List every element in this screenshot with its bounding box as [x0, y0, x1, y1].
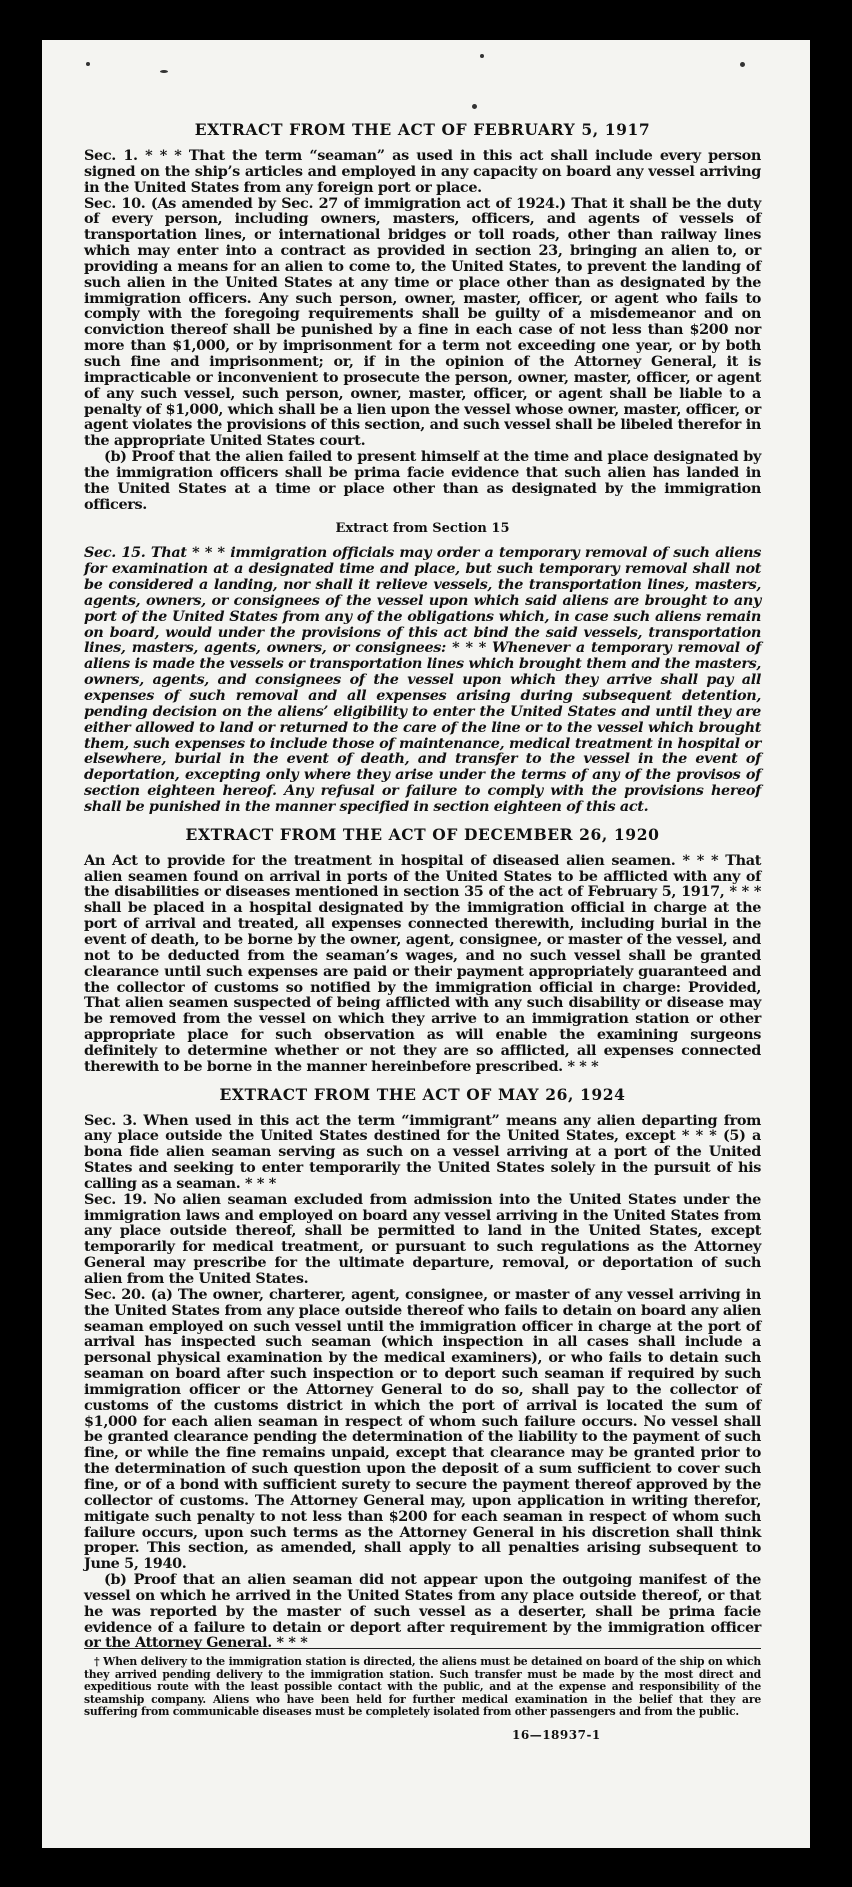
paragraph-sec-10: Sec. 10. (As amended by Sec. 27 of immigration act of 1924.) That it shall be the duty of every person, including owners, masters, officers, and agents of vessels of transportation lines, or international bridges or toll roads, other than railway lines which may enter into a contract as provided in section 23, bringing an alien to, or providing a means for an alien to come to, the United States, to prevent the landing of such alien in the United States at any time or place other than as designated by the immigration officers. Any such person, owner, master, officer, or agent who fails to comply with the foregoing requirements shall be guilty of a misdemeanor and on conviction thereof shall be punished by a fine in each case of not less than $200 nor more than $1,000, or by imprisonment for a term not exceeding one year, or by both such fine and imprisonment; or, if in the opinion of the Attorney General, it is impracticable or inconvenient to prosecute the person, owner, master, officer, or agent of any such vessel, such person, owner, master, officer, or agent shall be liable to a penalty of $1,000, which shall be a lien upon the vessel whose owner, master, officer, or agent violates the provisions of this section, and such vessel shall be libeled therefor in the appropriate United States court. — [84, 194, 761, 450]
section-heading-act-1920: EXTRACT FROM THE ACT OF DECEMBER 26, 1920 — [185, 824, 660, 844]
scan-speck — [740, 62, 745, 67]
paragraph-sec-20-b: (b) Proof that an alien seaman did not appear upon the outgoing manifest of the vessel on which he arrived in the United States from any place outside thereof, or that he was reported by the master of such vessel as a deserter, shall be prima facie evidence of a failure to detain or deport after requirement by the immigration officer or the Attorney General. * * * — [84, 1571, 761, 1652]
paragraph-sec-19: Sec. 19. No alien seaman excluded from admission into the United States under the immigration laws and employed on board any vessel arriving in the United States from any place outside thereof, shall be permitted to land in the United States, except temporarily for medical treatment, or pursuant to such regulations as the Attorney General may prescribe for the ultimate departure, removal, or deportation of such alien from the United States. — [84, 1190, 761, 1287]
section-heading-section-15: Extract from Section 15 — [335, 521, 510, 537]
print-code: 16—18937-1 — [512, 1728, 601, 1742]
document-page — [42, 40, 810, 1848]
paragraph-sec-1: Sec. 1. * * * That the term “seaman” as used in this act shall include every person signed on the ship’s articles and employed in any capacity on board any vessel arriving in the United States from any foreign port or place. — [84, 147, 761, 196]
paragraph-sec-20-a: Sec. 20. (a) The owner, charterer, agent, consignee, or master of any vessel arriving in the United States from any place outside thereof who fails to detain on board any alien seaman employed on such vessel until the immigration officer in charge at the port of arrival has inspected such seaman (which inspection in all cases shall include a personal physical examination by the medical examiners), or who fails to detain such seaman on board after such inspection or to deport such seaman if required by such immigration officer or the Attorney General to do so, shall pay to the collector of customs of the customs district in which the port of arrival is located the sum of $1,000 for each alien seaman in respect of whom such failure occurs. No vessel shall be granted clearance pending the determination of the liability to the payment of such fine, or while the fine remains unpaid, except that clearance may be granted prior to the determination of such question upon the deposit of a sum sufficient to cover such fine, or of a bond with sufficient surety to secure the payment thereof approved by the collector of customs. The Attorney General may, upon application in writing therefor, mitigate such penalty to not less than $200 for each seaman in respect of whom such failure occurs, upon such terms as the Attorney General in his discretion shall think proper. This section, as amended, shall apply to all penalties arising subsequent to June 5, 1940. — [84, 1285, 761, 1573]
scan-speck — [472, 104, 477, 109]
section-heading-act-1924: EXTRACT FROM THE ACT OF MAY 26, 1924 — [219, 1084, 626, 1104]
paragraph-sec-3: Sec. 3. When used in this act the term “immigrant” means any alien departing from any place outside the United States destined for the United States, except * * * (5) a bona fide alien seaman serving as such on a vessel arriving at a port of the United States and seeking to enter temporarily the United States solely in the pursuit of his calling as a seaman. * * * — [84, 1111, 761, 1192]
footnote — [84, 1648, 761, 1719]
paragraph-act-1920: An Act to provide for the treatment in hospital of diseased alien seamen. * * * That alien seamen found on arrival in ports of the United States to be afflicted with any of the disabilities or diseases mentioned in section 35 of the act of February 5, 1917, * * * shall be placed in a hospital designated by the immigration official in charge at the port of arrival and treated, all expenses connected therewith, including burial in the event of death, to be borne by the owner, agent, consignee, or master of the vessel, and not to be deducted from the seaman’s wages, and no such vessel shall be granted clearance until such expenses are paid or their payment appropriately guaranteed and the collector of customs so notified by the immigration official in charge: Provided, That alien seamen suspected of being afflicted with any such disability or disease may be removed from the vessel on which they arrive to an immigration station or other appropriate place for such observation as will enable the examining surgeons definitely to determine whether or not they are so afflicted, all expenses connected therewith to be borne in the manner hereinbefore prescribed. * * * — [84, 851, 761, 1075]
scan-speck — [86, 62, 90, 66]
footnote-text: † When delivery to the immigration station is directed, the aliens must be detained on board of the ship on which they arrived pending delivery to the immigration station. Such transfer must be made by the most direct and expeditious route with the least possible contact with the public, and at the expense and responsibility of the steamship company. Aliens who have been held for further medical examination in the belief that they are suffering from communicable diseases must be completely isolated from other passengers and from the public. — [84, 1655, 761, 1719]
scan-speck — [480, 54, 484, 58]
paragraph-sec-15: Sec. 15. That * * * immigration officials may order a temporary removal of such aliens for examination at a designated time and place, but such temporary removal shall not be considered a landing, nor shall it relieve vessels, the transportation lines, masters, agents, owners, or consignees of the vessel upon which said aliens are brought to any port of the United States from any of the obligations which, in case such aliens remain on board, would under the provisions of this act bind the said vessels, transportation lines, masters, agents, owners, or consignees: * * * Whenever a temporary removal of aliens is made the vessels or transportation lines which brought them and the masters, owners, agents, and consignees of the vessel upon which they arrive shall pay all expenses of such removal and all expenses arising during subsequent detention, pending decision on the aliens’ eligibility to enter the United States and until they are either allowed to land or returned to the care of the line or to the vessel which brought them, such expenses to include those of maintenance, medical treatment in hospital or elsewhere, burial in the event of death, and transfer to the vessel in the event of deportation, excepting only where they arise under the terms of any of the provisos of section eighteen hereof. Any refusal or failure to comply with the provisions hereof shall be punished in the manner specified in section eighteen of this act. — [84, 544, 761, 815]
scan-speck — [160, 70, 168, 73]
paragraph-sec-10-b: (b) Proof that the alien failed to present himself at the time and place designated by the immigration officers shall be prima facie evidence that such alien has landed in the United States at a time or place other than as designated by the immigration officers. — [84, 448, 761, 513]
section-heading-act-1917: EXTRACT FROM THE ACT OF FEBRUARY 5, 1917 — [194, 120, 651, 139]
